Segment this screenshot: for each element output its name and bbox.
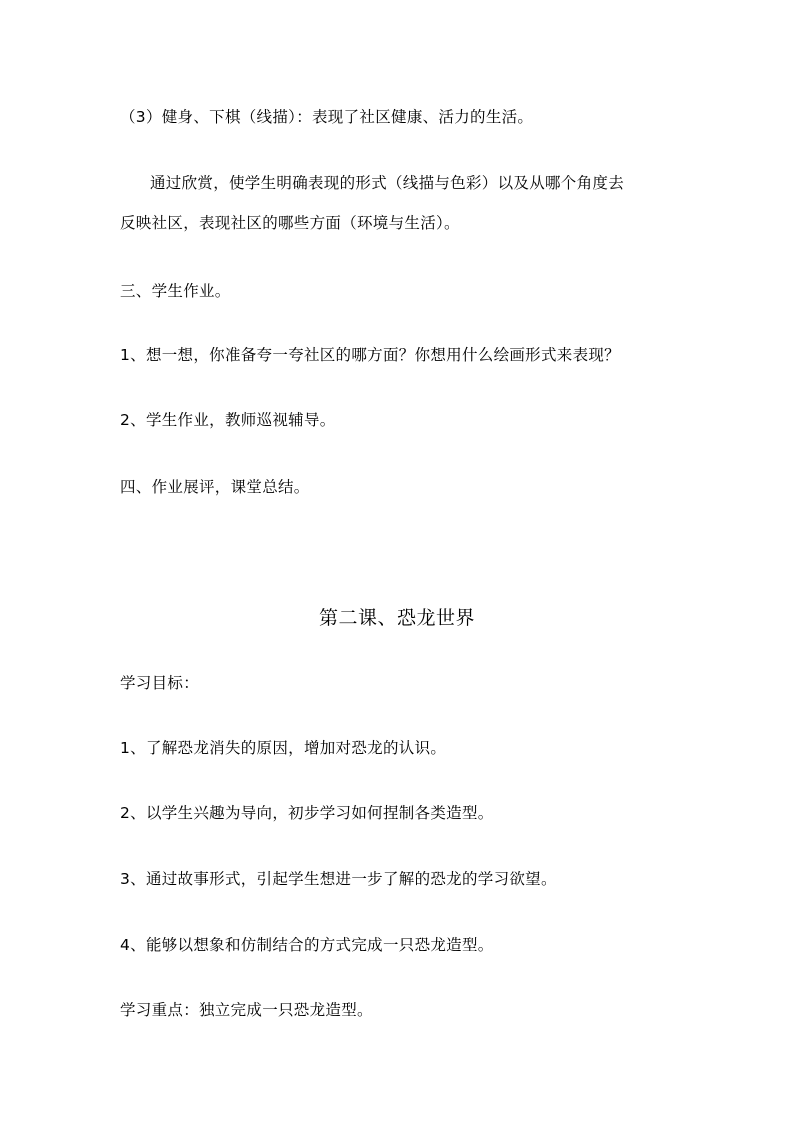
learning-goals-heading: 学习目标： [120,674,200,692]
list-item-think: 1、想一想，你准备夸一夸社区的哪方面？你想用什么绘画形式来表现？ [120,346,620,364]
learning-goal-4: 4、能够以想象和仿制结合的方式完成一只恐龙造型。 [120,936,494,954]
list-item-student-work: 2、学生作业，教师巡视辅导。 [120,411,336,429]
learning-goal-1: 1、了解恐龙消失的原因，增加对恐龙的认识。 [120,739,447,757]
learning-focus: 学习重点：独立完成一只恐龙造型。 [120,1001,373,1019]
section-heading-review-summary: 四、作业展评，课堂总结。 [120,478,310,496]
learning-goal-3: 3、通过故事形式，引起学生想进一步了解的恐龙的学习欲望。 [120,870,557,888]
section-heading-student-work: 三、学生作业。 [120,282,231,300]
lesson-title: 第二课、恐龙世界 [318,607,475,629]
learning-goal-2: 2、以学生兴趣为导向，初步学习如何捏制各类造型。 [120,804,494,822]
paragraph-appreciation-line2: 反映社区，表现社区的哪些方面（环境与生活）。 [120,214,460,232]
paragraph-fitness-chess: （3）健身、下棋（线描）：表现了社区健康、活力的生活。 [120,108,534,126]
paragraph-appreciation-line1: 通过欣赏，使学生明确表现的形式（线描与色彩）以及从哪个角度去 [150,174,625,192]
